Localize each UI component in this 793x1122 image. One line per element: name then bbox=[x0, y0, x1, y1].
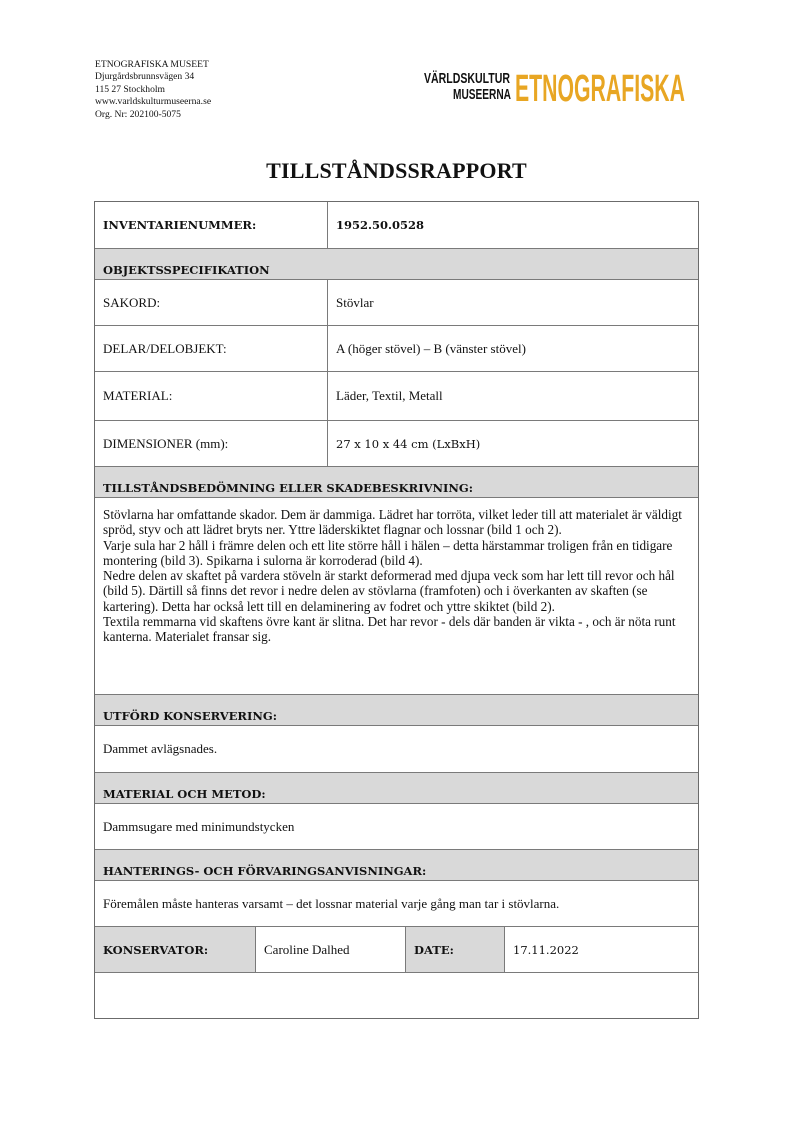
condition-paragraph: Nedre delen av skaftet på vardera stöveln är starkt deformerad med djupa veck som har lett till revor och hål (bild 5). Därtill så finns det revor i nedre delen av stövlarna (framfoten) och i överkanten av skaften (se kartering). Detta har också lett till en delaminering av fodret och yttre skiktet (bild 2). bbox=[103, 568, 675, 614]
conservator-row bbox=[95, 926, 698, 972]
date-label: DATE: bbox=[406, 927, 505, 972]
address-line-city: 115 27 Stockholm bbox=[95, 83, 165, 95]
conservation-text-row bbox=[95, 725, 698, 772]
conservator-label: KONSERVATOR: bbox=[95, 927, 256, 972]
address-line-org-nr: Org. Nr: 202100-5075 bbox=[95, 108, 181, 120]
page-title: TILLSTÅNDSSRAPPORT bbox=[266, 158, 527, 183]
spec-value: Läder, Textil, Metall bbox=[336, 388, 443, 403]
method-heading: MATERIAL OCH METOD: bbox=[103, 787, 266, 801]
object-spec-heading: OBJEKTSSPECIFIKATION bbox=[103, 263, 270, 277]
method-text-row bbox=[95, 803, 698, 849]
method-text: Dammsugare med minimundstycken bbox=[103, 818, 295, 834]
conservation-text: Dammet avlägsnades. bbox=[103, 741, 218, 756]
condition-heading-row bbox=[95, 466, 698, 497]
spec-value: A (höger stövel) – B (vänster stövel) bbox=[336, 340, 526, 356]
method-heading-row bbox=[95, 772, 698, 803]
spec-row-material bbox=[95, 371, 698, 420]
spec-label: MATERIAL: bbox=[95, 372, 328, 420]
museum-logo bbox=[423, 66, 687, 108]
spec-value: Stövlar bbox=[336, 294, 374, 310]
condition-report-table bbox=[94, 201, 699, 1019]
spec-label: DELAR/DELOBJEKT: bbox=[95, 326, 328, 371]
condition-paragraph: Textila remmarna vid skaftens övre kant är slitna. Det har revor - dels där banden är vikta - , och är nöta runt kanterna. Materialet fransar sig. bbox=[103, 614, 676, 645]
spec-label: DIMENSIONER (mm): bbox=[95, 421, 328, 466]
conservation-heading-row bbox=[95, 694, 698, 725]
address-line-name: ETNOGRAFISKA MUSEET bbox=[95, 59, 209, 70]
logo-brand: ETNOGRAFISKA bbox=[515, 68, 685, 110]
inventory-label: INVENTARIENUMMER: bbox=[95, 202, 328, 248]
logo-line1: VÄRLDSKULTUR bbox=[424, 71, 543, 87]
handling-heading: HANTERINGS- OCH FÖRVARINGSANVISNINGAR: bbox=[103, 864, 427, 878]
inventory-row bbox=[95, 202, 698, 248]
spec-label: SAKORD: bbox=[95, 280, 328, 325]
museum-address bbox=[95, 59, 211, 121]
empty-row bbox=[95, 972, 698, 1018]
conservator-value: Caroline Dalhed bbox=[256, 927, 406, 972]
condition-paragraph: Stövlarna har omfattande skador. Dem är dammiga. Lädret har torröta, vilket leder till att materialet är väldigt spröd, styv och att lädret bryts ner. Yttre läderskiktet flagnar och lossnar (bild 1 och 2). bbox=[103, 507, 682, 538]
conservation-heading: UTFÖRD KONSERVERING: bbox=[103, 709, 277, 723]
date-value: 17.11.2022 bbox=[513, 942, 579, 957]
inventory-value: 1952.50.0528 bbox=[336, 218, 425, 232]
handling-text: Föremålen måste hanteras varsamt – det lossnar material varje gång man tar i stövlarna. bbox=[103, 895, 560, 911]
handling-heading-row bbox=[95, 849, 698, 880]
spec-row-sakord bbox=[95, 279, 698, 325]
spec-value: 27 x 10 x 44 cm (LxBxH) bbox=[336, 436, 481, 451]
object-spec-heading-row bbox=[95, 248, 698, 279]
spec-row-delar bbox=[95, 325, 698, 371]
logo-line2: MUSEERNA bbox=[453, 87, 512, 103]
handling-text-row bbox=[95, 880, 698, 926]
address-line-website: www.varldskulturmuseerna.se bbox=[95, 96, 212, 108]
condition-description bbox=[95, 498, 698, 694]
condition-heading: TILLSTÅNDSBEDÖMNING ELLER SKADEBESKRIVNING: bbox=[103, 481, 473, 495]
condition-paragraph: Varje sula har 2 håll i främre delen och ett lite större håll i hälen – detta härstammar troligen från en tidigare montering (bild 3). Spikarna i sulorna är korroderad (bild 4). bbox=[103, 537, 673, 568]
address-line-street: Djurgårdsbrunnsvägen 34 bbox=[95, 71, 195, 83]
condition-description-row bbox=[95, 497, 698, 694]
spec-row-dimensioner bbox=[95, 420, 698, 466]
